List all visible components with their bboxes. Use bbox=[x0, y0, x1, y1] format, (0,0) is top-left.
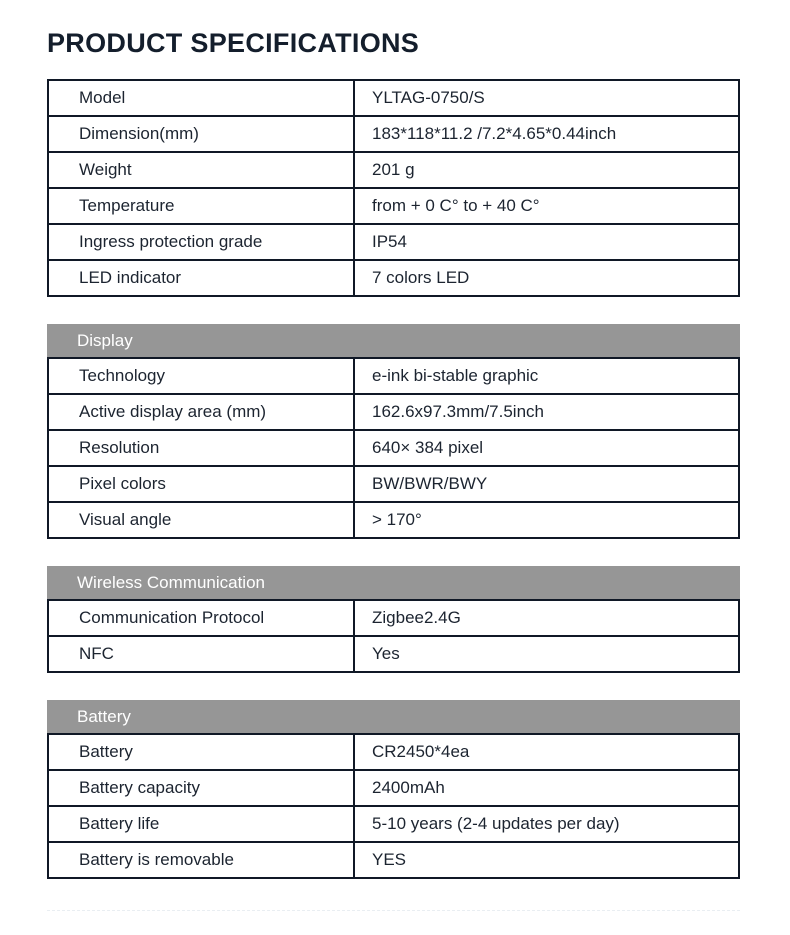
table-row bbox=[48, 224, 739, 260]
row-label: Ingress protection grade bbox=[48, 224, 354, 260]
row-value: 201 g bbox=[354, 152, 739, 188]
row-label: NFC bbox=[48, 636, 354, 672]
row-value: e-ink bi-stable graphic bbox=[354, 358, 739, 394]
row-label: Dimension(mm) bbox=[48, 116, 354, 152]
table-row bbox=[48, 80, 739, 116]
row-value: 183*118*11.2 /7.2*4.65*0.44inch bbox=[354, 116, 739, 152]
spec-table bbox=[47, 357, 740, 539]
section-header: Display bbox=[47, 324, 740, 357]
spec-table bbox=[47, 79, 740, 297]
table-row bbox=[48, 152, 739, 188]
table-row bbox=[48, 770, 739, 806]
section-header: Battery bbox=[47, 700, 740, 733]
row-label: Technology bbox=[48, 358, 354, 394]
table-row bbox=[48, 260, 739, 296]
row-value: 7 colors LED bbox=[354, 260, 739, 296]
table-row bbox=[48, 394, 739, 430]
spec-section bbox=[47, 79, 740, 297]
spec-table bbox=[47, 733, 740, 879]
row-value: Yes bbox=[354, 636, 739, 672]
table-row bbox=[48, 600, 739, 636]
spec-table bbox=[47, 599, 740, 673]
row-label: Visual angle bbox=[48, 502, 354, 538]
row-value: > 170° bbox=[354, 502, 739, 538]
table-row bbox=[48, 806, 739, 842]
row-label: Pixel colors bbox=[48, 466, 354, 502]
spec-section bbox=[47, 566, 740, 673]
row-label: Battery life bbox=[48, 806, 354, 842]
row-label: Communication Protocol bbox=[48, 600, 354, 636]
row-value: BW/BWR/BWY bbox=[354, 466, 739, 502]
row-value: CR2450*4ea bbox=[354, 734, 739, 770]
table-row bbox=[48, 188, 739, 224]
row-label: Model bbox=[48, 80, 354, 116]
row-label: Weight bbox=[48, 152, 354, 188]
table-row bbox=[48, 734, 739, 770]
row-label: LED indicator bbox=[48, 260, 354, 296]
page-footer-divider bbox=[47, 910, 740, 911]
table-row bbox=[48, 466, 739, 502]
row-value: Zigbee2.4G bbox=[354, 600, 739, 636]
row-value: from + 0 C° to + 40 C° bbox=[354, 188, 739, 224]
table-row bbox=[48, 116, 739, 152]
row-value: 162.6x97.3mm/7.5inch bbox=[354, 394, 739, 430]
spec-section bbox=[47, 324, 740, 539]
row-value: 640× 384 pixel bbox=[354, 430, 739, 466]
row-value: YLTAG-0750/S bbox=[354, 80, 739, 116]
table-row bbox=[48, 842, 739, 878]
spec-section bbox=[47, 700, 740, 879]
row-value: YES bbox=[354, 842, 739, 878]
row-label: Battery bbox=[48, 734, 354, 770]
page-title: PRODUCT SPECIFICATIONS bbox=[47, 28, 420, 58]
table-row bbox=[48, 636, 739, 672]
section-header: Wireless Communication bbox=[47, 566, 740, 599]
row-label: Battery is removable bbox=[48, 842, 354, 878]
row-value: 2400mAh bbox=[354, 770, 739, 806]
table-row bbox=[48, 358, 739, 394]
row-label: Active display area (mm) bbox=[48, 394, 354, 430]
spec-sections bbox=[47, 79, 790, 879]
row-label: Battery capacity bbox=[48, 770, 354, 806]
row-label: Temperature bbox=[48, 188, 354, 224]
table-row bbox=[48, 502, 739, 538]
table-row bbox=[48, 430, 739, 466]
row-value: IP54 bbox=[354, 224, 739, 260]
row-label: Resolution bbox=[48, 430, 354, 466]
row-value: 5-10 years (2-4 updates per day) bbox=[354, 806, 739, 842]
